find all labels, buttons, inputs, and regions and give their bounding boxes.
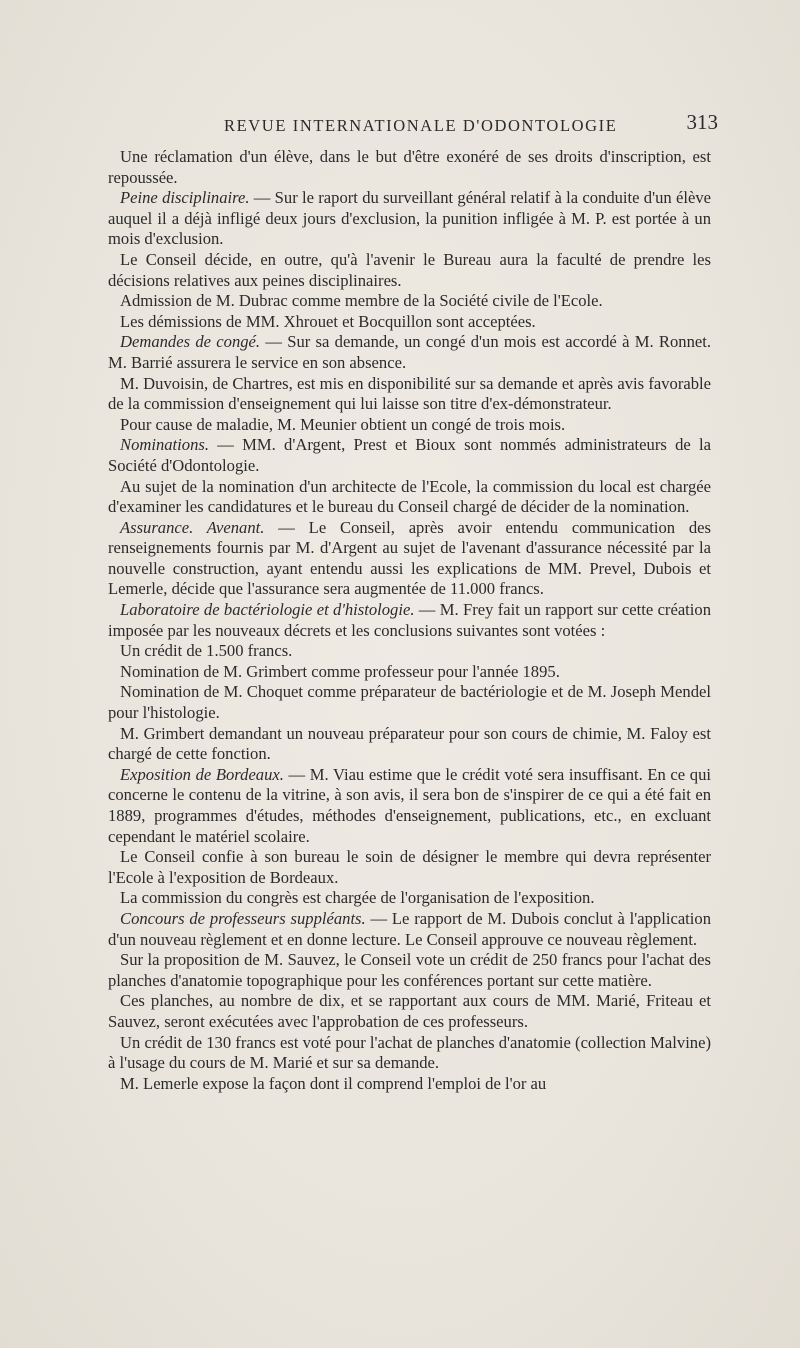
section-heading: Assurance. Avenant. [120, 517, 265, 537]
paragraph-text: — Le Conseil, après avoir entendu communication des renseignements fournis par M. d'Argent au sujet de l'avenant d'assurance nécessité par la nouvelle construction, ayant entendu aussi les explications de MM. Prevel, Dubois et Lemerle, décide que l'assurance sera augmentée de 11.000 francs. [108, 517, 711, 599]
section-heading: Laboratoire de bactériologie et d'histologie. [120, 600, 415, 620]
paragraph-text: Un crédit de 130 francs est voté pour l'achat de planches d'anatomie (collection Malvine) à l'usage du cours de M. Marié et sur sa demande. [108, 1032, 711, 1073]
paragraph [108, 724, 711, 765]
paragraph [108, 991, 711, 1032]
paragraph [108, 188, 711, 250]
section-heading: Peine disciplinaire. [120, 188, 250, 208]
paragraph [108, 765, 711, 847]
paragraph-text: — M. Frey fait un rapport sur cette création imposée par les nouveaux décrets et les conclusions suivantes sont votées : [108, 600, 711, 640]
paragraph [108, 847, 711, 888]
paragraph-text: — Sur le raport du surveillant général relatif à la conduite d'un élève auquel il a déjà infligé deux jours d'exclusion, la punition infligée à M. P. est portée à un mois d'exclusion. [108, 188, 711, 249]
paragraph-text: — M. Viau estime que le crédit voté sera insuffisant. En ce qui concerne le contenu de la vitrine, à son avis, il sera bon de s'inspirer de ce qui a été fait en 1889, programmes d'études, méthodes d'enseignement, publications, etc., en excluant cependant le matériel scolaire. [108, 764, 711, 846]
paragraph-text: Le Conseil décide, en outre, qu'à l'avenir le Bureau aura la faculté de prendre les décisions relatives aux peines disciplinaires. [108, 249, 711, 290]
paragraph-text: Nomination de M. Grimbert comme professeur pour l'année 1895. [120, 661, 560, 681]
page-header [108, 110, 718, 138]
paragraph [108, 1033, 711, 1074]
section-heading: Nominations. [120, 435, 209, 455]
paragraph-text: Pour cause de maladie, M. Meunier obtient un congé de trois mois. [120, 414, 566, 434]
paragraph [108, 250, 711, 291]
paragraph-text: M. Duvoisin, de Chartres, est mis en disponibilité sur sa demande et après avis favorable de la commission d'enseignement qui lui laisse son titre d'ex-démonstrateur. [108, 373, 711, 414]
paragraph-text: Un crédit de 1.500 francs. [120, 641, 293, 661]
paragraph [108, 312, 711, 333]
section-heading: Concours de professeurs suppléants. [120, 908, 366, 928]
paragraph [108, 435, 711, 476]
section-heading: Exposition de Bordeaux. [120, 764, 284, 784]
paragraph-text: — Le rapport de M. Dubois conclut à l'application d'un nouveau règlement et en donne lecture. Le Conseil approuve ce nouveau règlement. [108, 908, 711, 949]
paragraph [108, 477, 711, 518]
paragraph-text: La commission du congrès est chargée de l'organisation de l'exposition. [120, 888, 595, 908]
paragraph-text: Admission de M. Dubrac comme membre de la Société civile de l'Ecole. [120, 291, 603, 311]
paragraph [108, 909, 711, 950]
paragraph-text: Les démissions de MM. Xhrouet et Bocquillon sont acceptées. [120, 311, 536, 331]
paragraph [108, 641, 711, 662]
paragraph [108, 147, 711, 188]
running-title: REVUE INTERNATIONALE D'ODONTOLOGIE [224, 116, 618, 135]
paragraph [108, 682, 711, 723]
paragraph [108, 374, 711, 415]
body-text [108, 147, 711, 1094]
paragraph [108, 950, 711, 991]
paragraph-text: Le Conseil confie à son bureau le soin de désigner le membre qui devra représenter l'Ecole à l'exposition de Bordeaux. [108, 847, 711, 887]
paragraph [108, 662, 711, 683]
paragraph-text: Au sujet de la nomination d'un architecte de l'Ecole, la commission du local est chargée d'examiner les candidatures et le bureau du Conseil chargé de décider de la nomination. [108, 476, 711, 517]
paragraph-text: Sur la proposition de M. Sauvez, le Conseil vote un crédit de 250 francs pour l'achat des planches d'anatomie topographique pour les conférences portant sur cette matière. [108, 950, 711, 990]
paragraph-text: M. Grimbert demandant un nouveau préparateur pour son cours de chimie, M. Faloy est chargé de cette fonction. [108, 723, 711, 764]
paragraph-text: — Sur sa demande, un congé d'un mois est accordé à M. Ronnet. M. Barrié assurera le service en son absence. [108, 332, 711, 372]
paragraph [108, 332, 711, 373]
page-number: 313 [686, 110, 718, 134]
paragraph-text: Une réclamation d'un élève, dans le but d'être exonéré de ses droits d'inscription, est repoussée. [108, 147, 711, 187]
paragraph-text: M. Lemerle expose la façon dont il comprend l'emploi de l'or au [120, 1073, 547, 1093]
paragraph [108, 518, 711, 600]
paragraph [108, 415, 711, 436]
paragraph-text: Nomination de M. Choquet comme préparateur de bactériologie et de M. Joseph Mendel pour l'histologie. [108, 682, 711, 723]
paragraph [108, 600, 711, 641]
paragraph-text: Ces planches, au nombre de dix, et se rapportant aux cours de MM. Marié, Friteau et Sauvez, seront exécutées avec l'approbation de ces professeurs. [108, 991, 711, 1031]
paragraph [108, 888, 711, 909]
paragraph [108, 291, 711, 312]
paragraph-text: — MM. d'Argent, Prest et Bioux sont nommés administrateurs de la Société d'Odontologie. [108, 435, 711, 475]
section-heading: Demandes de congé. [120, 332, 261, 352]
paragraph [108, 1074, 711, 1095]
